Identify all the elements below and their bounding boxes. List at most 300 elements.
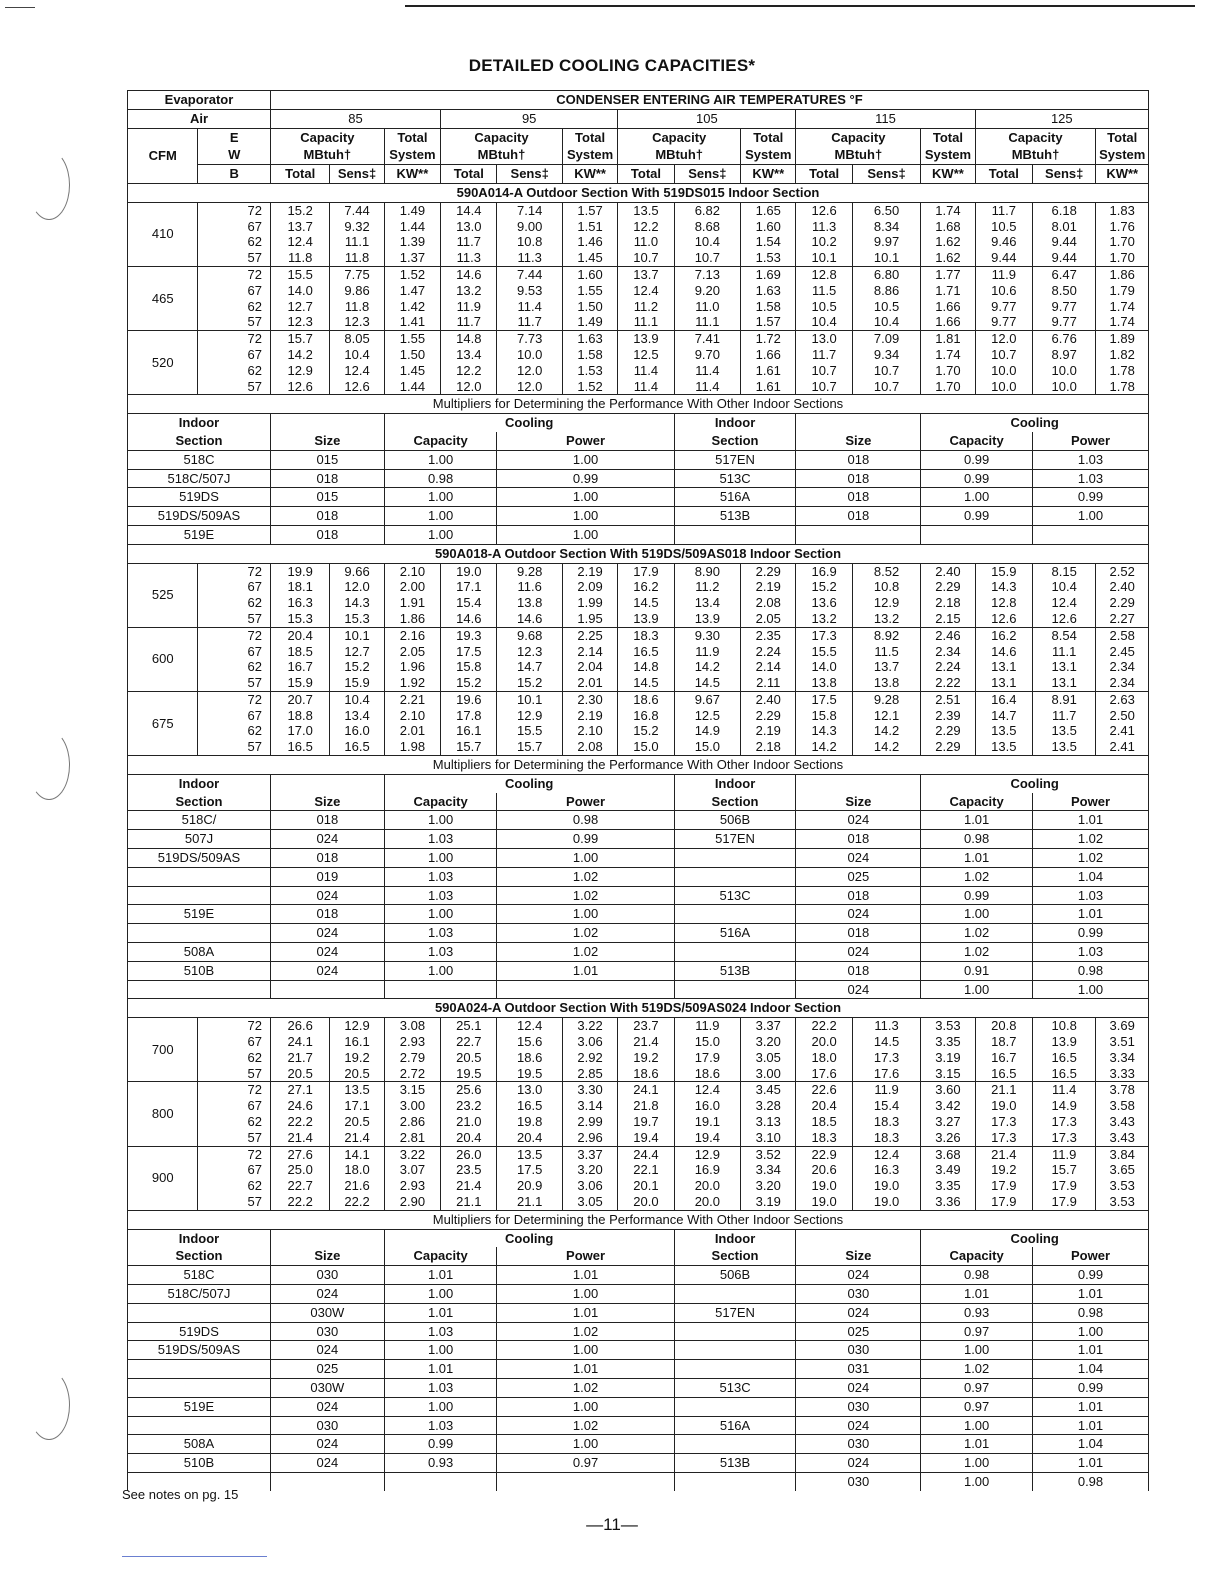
data-cell: 11.3 xyxy=(852,1018,920,1034)
table-row xyxy=(128,627,1149,643)
data-cell: 3.43 xyxy=(1096,1114,1149,1130)
cooling-capacity: 1.03 xyxy=(384,924,497,943)
data-cell: 13.5 xyxy=(975,739,1032,755)
data-cell: 9.77 xyxy=(1033,299,1096,315)
table-row xyxy=(128,830,1149,849)
table-row xyxy=(128,363,1149,379)
data-cell: 2.14 xyxy=(562,644,617,660)
indoor-section xyxy=(674,1435,796,1454)
cooling-power: 1.01 xyxy=(1033,1397,1149,1416)
data-cell: 3.13 xyxy=(741,1114,796,1130)
indoor-section xyxy=(128,886,271,905)
data-cell: 2.72 xyxy=(384,1066,440,1082)
table-row xyxy=(128,849,1149,868)
indoor-section xyxy=(674,1322,796,1341)
table-row xyxy=(128,774,1149,792)
data-cell: 3.30 xyxy=(562,1082,617,1098)
data-cell: 12.0 xyxy=(497,363,562,379)
data-cell: 15.2 xyxy=(796,579,852,595)
data-cell: 12.4 xyxy=(497,1018,562,1034)
data-cell: 12.6 xyxy=(270,379,329,395)
data-cell: 1.44 xyxy=(384,379,440,395)
data-cell: 2.29 xyxy=(741,563,796,579)
size-header-blank xyxy=(270,774,384,792)
size: 030 xyxy=(796,1435,921,1454)
data-cell: 15.4 xyxy=(441,595,497,611)
indoor-section xyxy=(674,1472,796,1490)
cooling-power: 0.99 xyxy=(497,469,674,488)
data-cell: 3.06 xyxy=(562,1178,617,1194)
data-cell: 9.20 xyxy=(674,283,740,299)
size: 018 xyxy=(270,849,384,868)
data-cell: 22.2 xyxy=(270,1114,329,1130)
indoor-section xyxy=(128,1416,271,1435)
data-cell: 2.63 xyxy=(1096,691,1149,707)
data-cell: 2.39 xyxy=(921,708,975,724)
indoor-section: 508A xyxy=(128,943,271,962)
data-cell: 1.45 xyxy=(562,250,617,266)
indoor-header: Indoor xyxy=(128,1229,271,1247)
data-cell: 2.29 xyxy=(1096,595,1149,611)
table-row xyxy=(128,1266,1149,1285)
data-cell: 2.52 xyxy=(1096,563,1149,579)
cooling-power: 1.03 xyxy=(1033,450,1149,469)
section-header: Section xyxy=(674,432,796,450)
cooling-capacity: 1.00 xyxy=(921,980,1033,999)
data-cell: 18.0 xyxy=(330,1162,384,1178)
mbtuh-header: MBtuh† xyxy=(975,146,1096,164)
cooling-power: 1.00 xyxy=(497,525,674,544)
data-cell: 15.0 xyxy=(674,739,740,755)
cooling-capacity: 1.00 xyxy=(384,525,497,544)
data-cell: 11.1 xyxy=(1033,644,1096,660)
total-system-header: Total xyxy=(741,128,796,146)
data-cell: 14.9 xyxy=(674,723,740,739)
data-cell: 17.1 xyxy=(441,579,497,595)
data-cell: 22.2 xyxy=(796,1018,852,1034)
data-cell: 13.5 xyxy=(330,1082,384,1098)
data-cell: 24.1 xyxy=(270,1034,329,1050)
data-cell: 19.0 xyxy=(975,1098,1032,1114)
size: 019 xyxy=(270,867,384,886)
size: 030 xyxy=(270,1322,384,1341)
data-cell: 1.62 xyxy=(921,234,975,250)
data-cell: 15.2 xyxy=(618,723,674,739)
data-cell: 18.6 xyxy=(618,691,674,707)
data-cell: 11.8 xyxy=(270,250,329,266)
temperature-header: 95 xyxy=(441,109,618,128)
cooling-power: 1.02 xyxy=(1033,830,1149,849)
cooling-capacity: 1.03 xyxy=(384,886,497,905)
data-cell: 1.55 xyxy=(562,283,617,299)
data-cell: 1.99 xyxy=(562,595,617,611)
cooling-power: 0.99 xyxy=(497,830,674,849)
data-cell: 3.35 xyxy=(921,1034,975,1050)
section-title: 590A024-A Outdoor Section With 519DS/509AS024 Indoor Section xyxy=(128,999,1149,1018)
data-cell: 15.8 xyxy=(796,708,852,724)
data-cell: 1.58 xyxy=(562,347,617,363)
data-cell: 1.54 xyxy=(741,234,796,250)
data-cell: 8.86 xyxy=(852,283,920,299)
cfm-value: 520 xyxy=(128,331,198,395)
cooling-power: 1.01 xyxy=(497,1303,674,1322)
data-cell: 3.68 xyxy=(921,1146,975,1162)
data-cell: 17.9 xyxy=(1033,1178,1096,1194)
cooling-capacity: 1.02 xyxy=(921,1360,1033,1379)
data-cell: 13.1 xyxy=(1033,675,1096,691)
total-header: Total xyxy=(618,165,674,184)
data-cell: 1.79 xyxy=(1096,283,1149,299)
size: 018 xyxy=(270,811,384,830)
cooling-capacity: 1.00 xyxy=(921,1416,1033,1435)
table-row xyxy=(128,1114,1149,1130)
data-cell: 3.84 xyxy=(1096,1146,1149,1162)
size xyxy=(270,1472,384,1490)
ewb-value: 57 xyxy=(198,379,271,395)
cooling-power: 1.00 xyxy=(497,905,674,924)
indoor-header: Indoor xyxy=(128,774,271,792)
data-cell: 1.66 xyxy=(921,314,975,330)
ewb-value: 62 xyxy=(198,234,271,250)
table-row xyxy=(128,234,1149,250)
data-cell: 10.7 xyxy=(852,363,920,379)
data-cell: 22.1 xyxy=(618,1162,674,1178)
size: 030 xyxy=(796,1472,921,1490)
data-cell: 12.4 xyxy=(270,234,329,250)
data-cell: 14.2 xyxy=(270,347,329,363)
indoor-section: 516A xyxy=(674,488,796,507)
table-row xyxy=(128,905,1149,924)
indoor-section xyxy=(128,924,271,943)
data-cell: 3.15 xyxy=(384,1082,440,1098)
table-row xyxy=(128,469,1149,488)
size: 024 xyxy=(796,943,921,962)
size: 024 xyxy=(270,924,384,943)
table-row xyxy=(128,1341,1149,1360)
cooling-capacity: 0.98 xyxy=(921,1266,1033,1285)
data-cell: 10.7 xyxy=(796,379,852,395)
data-cell: 3.22 xyxy=(384,1146,440,1162)
data-cell: 11.0 xyxy=(674,299,740,315)
data-cell: 20.6 xyxy=(796,1162,852,1178)
data-cell: 2.46 xyxy=(921,627,975,643)
data-cell: 24.1 xyxy=(618,1082,674,1098)
sens-header: Sens‡ xyxy=(330,165,384,184)
ewb-value: 72 xyxy=(198,627,271,643)
data-cell: 16.9 xyxy=(796,563,852,579)
data-cell: 15.8 xyxy=(441,659,497,675)
data-cell: 14.3 xyxy=(330,595,384,611)
mbtuh-header: MBtuh† xyxy=(441,146,563,164)
data-cell: 21.4 xyxy=(618,1034,674,1050)
size: 018 xyxy=(270,469,384,488)
size: 024 xyxy=(796,1266,921,1285)
data-cell: 11.5 xyxy=(852,644,920,660)
cooling-capacity: 1.00 xyxy=(384,1397,497,1416)
indoor-section xyxy=(674,525,796,544)
data-cell: 7.09 xyxy=(852,331,920,347)
capacity-header: Capacity xyxy=(384,432,497,450)
ewb-value: 67 xyxy=(198,283,271,299)
data-cell: 12.9 xyxy=(674,1146,740,1162)
size-header: Size xyxy=(796,793,921,811)
data-cell: 24.6 xyxy=(270,1098,329,1114)
data-cell: 17.9 xyxy=(975,1194,1032,1210)
data-cell: 17.3 xyxy=(975,1130,1032,1146)
data-cell: 18.8 xyxy=(270,708,329,724)
cooling-power: 1.01 xyxy=(497,1360,674,1379)
air-label: Air xyxy=(128,109,271,128)
size: 030 xyxy=(270,1416,384,1435)
data-cell: 16.0 xyxy=(330,723,384,739)
data-cell: 21.1 xyxy=(497,1194,562,1210)
table-row xyxy=(128,488,1149,507)
data-cell: 1.78 xyxy=(1096,363,1149,379)
data-cell: 3.08 xyxy=(384,1018,440,1034)
indoor-section: 517EN xyxy=(674,1303,796,1322)
sens-header: Sens‡ xyxy=(852,165,920,184)
table-row xyxy=(128,379,1149,395)
indoor-section: 516A xyxy=(674,1416,796,1435)
cooling-capacity: 1.01 xyxy=(921,1435,1033,1454)
data-cell: 10.7 xyxy=(674,250,740,266)
data-cell: 3.78 xyxy=(1096,1082,1149,1098)
data-cell: 3.34 xyxy=(741,1162,796,1178)
data-cell: 11.7 xyxy=(1033,708,1096,724)
data-cell: 6.18 xyxy=(1033,202,1096,218)
binder-hole-mark xyxy=(28,1370,70,1440)
data-cell: 2.34 xyxy=(1096,675,1149,691)
table-row xyxy=(128,1162,1149,1178)
data-cell: 2.29 xyxy=(921,739,975,755)
data-cell: 8.01 xyxy=(1033,219,1096,235)
size: 024 xyxy=(270,1454,384,1473)
data-cell: 15.2 xyxy=(441,675,497,691)
data-cell: 13.4 xyxy=(330,708,384,724)
data-cell: 9.77 xyxy=(975,299,1032,315)
cooling-power: 1.00 xyxy=(497,1397,674,1416)
data-cell: 10.7 xyxy=(618,250,674,266)
data-cell: 1.60 xyxy=(741,219,796,235)
cooling-capacity: 0.91 xyxy=(921,961,1033,980)
data-cell: 2.29 xyxy=(741,708,796,724)
section-header: Section xyxy=(128,432,271,450)
data-cell: 1.89 xyxy=(1096,331,1149,347)
cooling-power xyxy=(1033,525,1149,544)
sens-header: Sens‡ xyxy=(497,165,562,184)
total-system-header: Total xyxy=(562,128,617,146)
size: 018 xyxy=(270,525,384,544)
data-cell: 8.68 xyxy=(674,219,740,235)
data-cell: 13.2 xyxy=(441,283,497,299)
data-cell: 3.42 xyxy=(921,1098,975,1114)
cooling-capacity: 1.03 xyxy=(384,1322,497,1341)
data-cell: 12.4 xyxy=(674,1082,740,1098)
data-cell: 1.70 xyxy=(1096,234,1149,250)
table-row xyxy=(128,432,1149,450)
data-cell: 20.0 xyxy=(618,1194,674,1210)
data-cell: 13.2 xyxy=(852,611,920,627)
data-cell: 3.45 xyxy=(741,1082,796,1098)
size: 024 xyxy=(796,1416,921,1435)
power-header: Power xyxy=(1033,432,1149,450)
data-cell: 19.6 xyxy=(441,691,497,707)
total-system-header: System xyxy=(741,146,796,164)
data-cell: 11.3 xyxy=(796,219,852,235)
size: 030W xyxy=(270,1378,384,1397)
cooling-power: 1.00 xyxy=(497,849,674,868)
size: 030 xyxy=(796,1397,921,1416)
data-cell: 18.5 xyxy=(796,1114,852,1130)
capacity-header: Capacity xyxy=(796,128,921,146)
data-cell: 10.0 xyxy=(975,363,1032,379)
data-cell: 12.6 xyxy=(796,202,852,218)
table-row xyxy=(128,980,1149,999)
cooling-capacity: 1.00 xyxy=(384,811,497,830)
data-cell: 11.7 xyxy=(441,314,497,330)
table-row xyxy=(128,1178,1149,1194)
cfm-value: 465 xyxy=(128,266,198,330)
data-cell: 15.0 xyxy=(674,1034,740,1050)
data-cell: 3.22 xyxy=(562,1018,617,1034)
indoor-section: 518C/507J xyxy=(128,469,271,488)
data-cell: 16.0 xyxy=(674,1098,740,1114)
indoor-section xyxy=(674,1360,796,1379)
cooling-capacity: 1.01 xyxy=(921,811,1033,830)
table-row xyxy=(128,1018,1149,1034)
data-cell: 17.5 xyxy=(441,644,497,660)
cooling-power: 1.01 xyxy=(1033,1341,1149,1360)
indoor-section: 517EN xyxy=(674,450,796,469)
indoor-section: 506B xyxy=(674,1266,796,1285)
data-cell: 16.5 xyxy=(1033,1050,1096,1066)
cooling-header: Cooling xyxy=(384,414,674,432)
cooling-header: Cooling xyxy=(921,414,1149,432)
ewb-value: 67 xyxy=(198,708,271,724)
table-row xyxy=(128,1034,1149,1050)
data-cell: 2.22 xyxy=(921,675,975,691)
table-row xyxy=(128,1435,1149,1454)
data-cell: 3.26 xyxy=(921,1130,975,1146)
indoor-section xyxy=(128,980,271,999)
ewb-value: 62 xyxy=(198,1178,271,1194)
kw-header: KW** xyxy=(741,165,796,184)
indoor-section: 510B xyxy=(128,1454,271,1473)
table-row xyxy=(128,1229,1149,1247)
cooling-power: 1.02 xyxy=(497,943,674,962)
size-header-blank xyxy=(796,774,921,792)
data-cell: 20.4 xyxy=(270,627,329,643)
size: 018 xyxy=(796,507,921,526)
size-header-blank xyxy=(796,1229,921,1247)
data-cell: 1.86 xyxy=(384,611,440,627)
data-cell: 20.4 xyxy=(497,1130,562,1146)
cooling-power: 1.01 xyxy=(1033,1454,1149,1473)
power-header: Power xyxy=(1033,793,1149,811)
section-header: Section xyxy=(128,1247,271,1265)
data-cell: 9.53 xyxy=(497,283,562,299)
ewb-value: 72 xyxy=(198,563,271,579)
power-header: Power xyxy=(497,1247,674,1265)
data-cell: 12.6 xyxy=(1033,611,1096,627)
data-cell: 2.24 xyxy=(921,659,975,675)
data-cell: 19.2 xyxy=(330,1050,384,1066)
ewb-value: 67 xyxy=(198,644,271,660)
data-cell: 3.28 xyxy=(741,1098,796,1114)
data-cell: 21.1 xyxy=(975,1082,1032,1098)
data-cell: 12.6 xyxy=(975,611,1032,627)
indoor-section: 518C/ xyxy=(128,811,271,830)
data-cell: 3.35 xyxy=(921,1178,975,1194)
data-cell: 1.92 xyxy=(384,675,440,691)
indoor-section: 513B xyxy=(674,961,796,980)
cooling-capacity: 1.00 xyxy=(384,849,497,868)
data-cell: 11.4 xyxy=(1033,1082,1096,1098)
cfm-value: 525 xyxy=(128,563,198,627)
table-row xyxy=(128,395,1149,414)
data-cell: 8.34 xyxy=(852,219,920,235)
data-cell: 13.9 xyxy=(618,611,674,627)
cooling-power: 1.02 xyxy=(497,1416,674,1435)
data-cell: 1.58 xyxy=(741,299,796,315)
data-cell: 1.57 xyxy=(562,202,617,218)
table-row xyxy=(128,1066,1149,1082)
page-number: —11— xyxy=(586,1515,638,1534)
data-cell: 16.3 xyxy=(852,1162,920,1178)
data-cell: 21.4 xyxy=(270,1130,329,1146)
table-row xyxy=(128,1082,1149,1098)
capacity-header: Capacity xyxy=(270,128,384,146)
data-cell: 13.5 xyxy=(1033,739,1096,755)
data-cell: 16.2 xyxy=(975,627,1032,643)
data-cell: 15.3 xyxy=(270,611,329,627)
data-cell: 14.5 xyxy=(618,595,674,611)
table-row xyxy=(128,1360,1149,1379)
cooling-power: 1.00 xyxy=(1033,1322,1149,1341)
mbtuh-header: MBtuh† xyxy=(270,146,384,164)
table-row xyxy=(128,1322,1149,1341)
cooling-capacity: 1.00 xyxy=(384,507,497,526)
indoor-section: 513B xyxy=(674,507,796,526)
data-cell: 3.34 xyxy=(1096,1050,1149,1066)
data-cell: 10.4 xyxy=(796,314,852,330)
data-cell: 15.5 xyxy=(497,723,562,739)
cooling-power: 0.97 xyxy=(497,1454,674,1473)
data-cell: 14.9 xyxy=(1033,1098,1096,1114)
data-cell: 12.8 xyxy=(796,266,852,282)
table-row xyxy=(128,1130,1149,1146)
data-cell: 17.9 xyxy=(975,1178,1032,1194)
data-cell: 15.3 xyxy=(330,611,384,627)
data-cell: 12.0 xyxy=(441,379,497,395)
data-cell: 7.14 xyxy=(497,202,562,218)
data-cell: 12.7 xyxy=(330,644,384,660)
data-cell: 3.49 xyxy=(921,1162,975,1178)
indoor-section: 513C xyxy=(674,886,796,905)
cooling-power: 1.03 xyxy=(1033,886,1149,905)
bottom-rule xyxy=(122,1556,267,1557)
data-cell: 10.4 xyxy=(330,347,384,363)
data-cell: 1.77 xyxy=(921,266,975,282)
data-cell: 2.15 xyxy=(921,611,975,627)
cooling-power: 1.01 xyxy=(497,961,674,980)
data-cell: 11.7 xyxy=(975,202,1032,218)
data-cell: 2.05 xyxy=(741,611,796,627)
ewb-header: B xyxy=(198,165,271,184)
data-cell: 1.44 xyxy=(384,219,440,235)
cooling-power: 1.02 xyxy=(497,1322,674,1341)
data-cell: 3.33 xyxy=(1096,1066,1149,1082)
